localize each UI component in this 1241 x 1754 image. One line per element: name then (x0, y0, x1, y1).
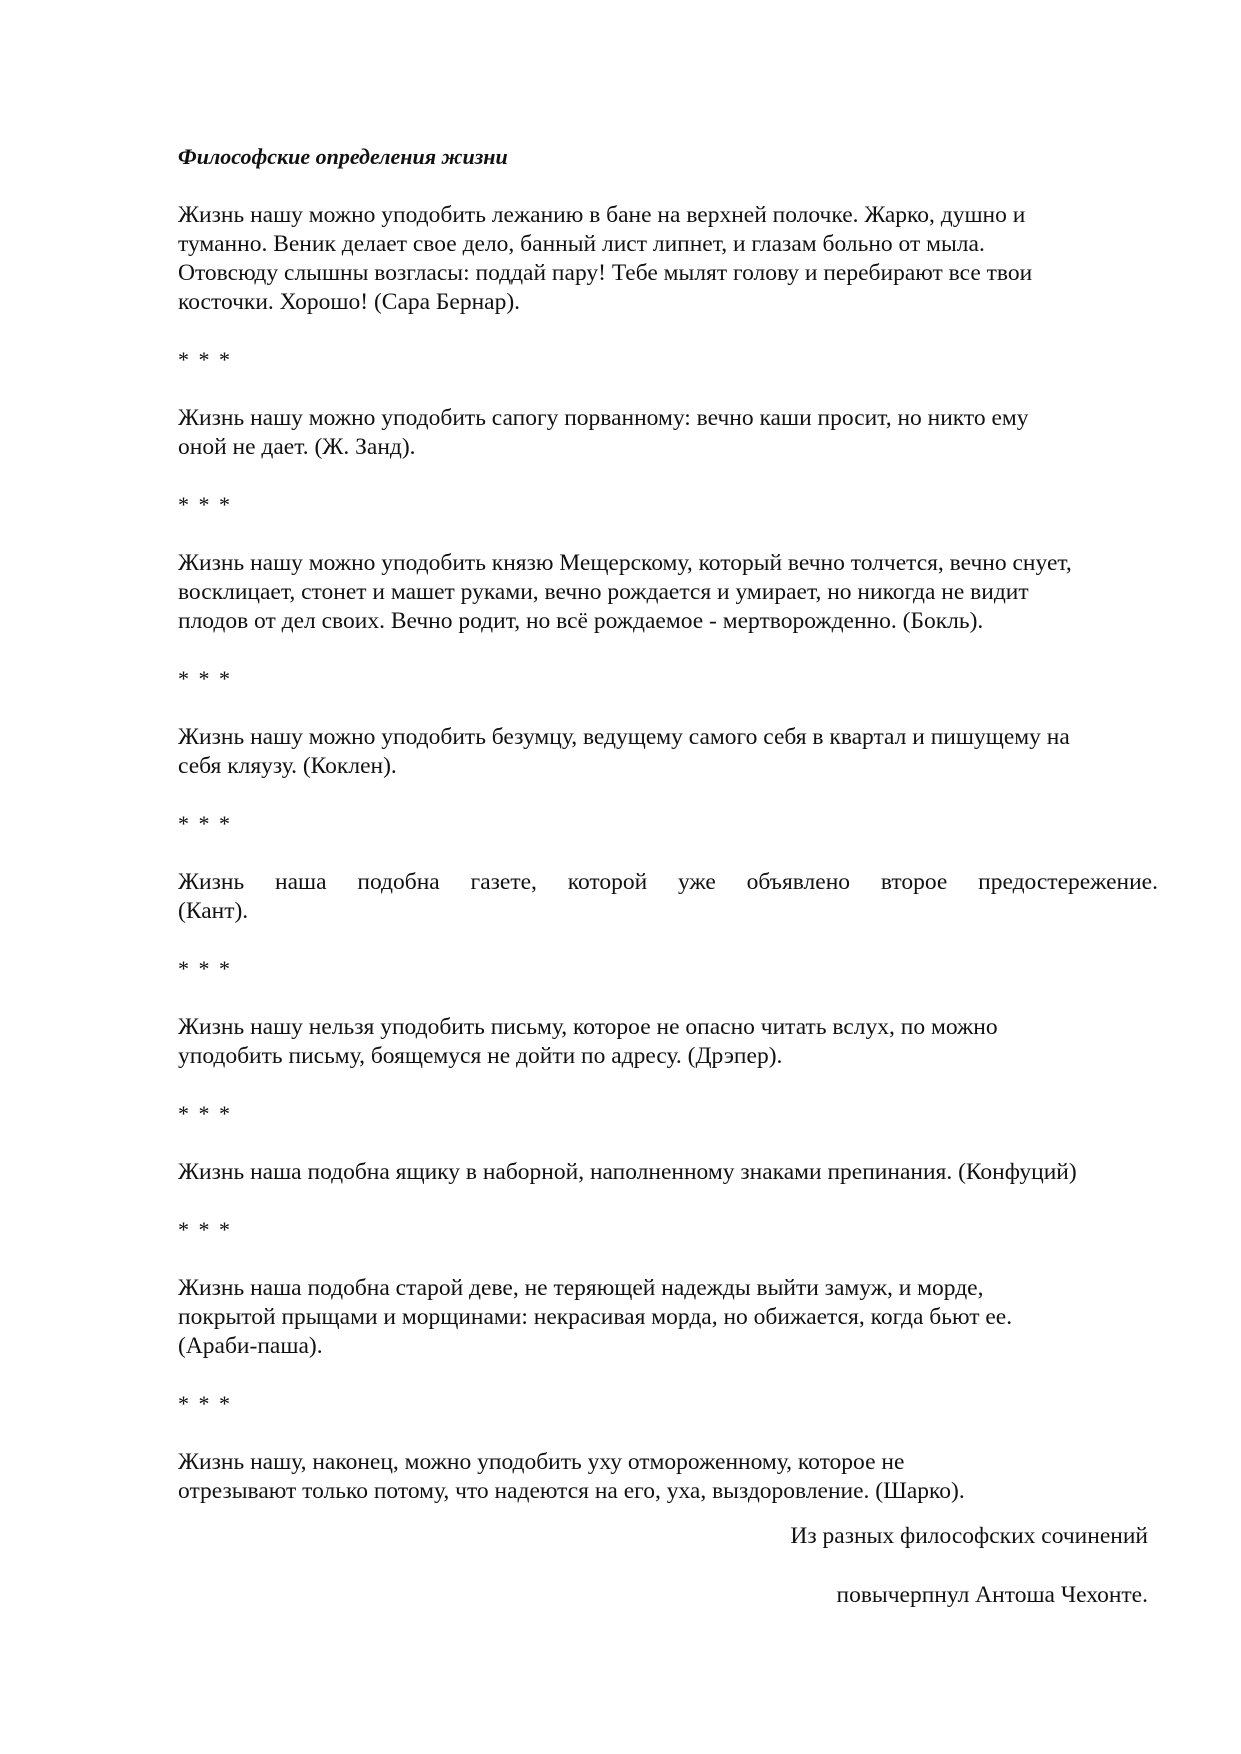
paragraph-line: себя кляузу. (Коклен). (178, 753, 397, 779)
paragraph-line: уподобить письму, боящемуся не дойти по адресу. (Дрэпер). (178, 1043, 783, 1069)
paragraph (178, 1158, 1158, 1187)
paragraph (178, 1274, 1158, 1361)
paragraph-line: Жизнь нашу нельзя уподобить письму, которое не опасно читать вслух, по можно (178, 1014, 998, 1040)
paragraph-line: туманно. Веник делает свое дело, банный лист липнет, и глазам больно от мыла. (178, 231, 985, 257)
section-separator: * * * (178, 347, 232, 372)
paragraph-line: Жизнь наша подобна ящику в наборной, наполненному знаками препинания. (Конфуций) (178, 1159, 1077, 1185)
signature-line-1: Из разных философских сочинений (790, 1523, 1148, 1549)
document-title: Философские определения жизни (178, 144, 508, 169)
paragraph-line: Жизнь нашу можно уподобить сапогу порванному: вечно каши просит, но никто ему (178, 405, 1029, 431)
paragraph (178, 1448, 1158, 1506)
paragraph-line: отрезывают только потому, что надеются на его, уха, выздоровление. (Шарко). (178, 1478, 965, 1504)
document-page (178, 130, 1158, 1610)
paragraph-line: косточки. Хорошо! (Сара Бернар). (178, 289, 521, 315)
paragraph-line: Жизнь нашу можно уподобить безумцу, ведущему самого себя в квартал и пишущему на (178, 724, 1070, 750)
paragraph (178, 868, 1158, 926)
paragraph-line: (Араби-паша). (178, 1333, 323, 1359)
paragraph-line: Жизнь наша подобна старой деве, не теряющей надежды выйти замуж, и морде, (178, 1275, 984, 1301)
section-separator: * * * (178, 811, 232, 836)
section-separator: * * * (178, 666, 232, 691)
document-body (178, 201, 1158, 1506)
paragraph-line: плодов от дел своих. Вечно родит, но всё рождаемое - мертворожденно. (Бокль). (178, 608, 984, 634)
paragraph-line: покрытой прыщами и морщинами: некрасивая морда, но обижается, когда бьют ее. (178, 1304, 1013, 1330)
section-separator: * * * (178, 492, 232, 517)
paragraph-line: Жизнь нашу можно уподобить князю Мещерскому, который вечно толчется, вечно снует, (178, 550, 1072, 576)
paragraph-line: оной не дает. (Ж. Занд). (178, 434, 416, 460)
section-separator: * * * (178, 1101, 232, 1126)
paragraph (178, 723, 1158, 781)
signature-line-2: повычерпнул Антоша Чехонте. (836, 1582, 1148, 1608)
paragraph-line: Отовсюду слышны возгласы: поддай пару! Тебе мылят голову и перебирают все твои (178, 260, 1033, 286)
section-separator: * * * (178, 1391, 232, 1416)
paragraph-line: Жизнь наша подобна газете, которой уже объявлено второе предостережение. (178, 869, 1158, 895)
paragraph (178, 404, 1158, 462)
paragraph (178, 549, 1158, 636)
paragraph (178, 1013, 1158, 1071)
paragraph-line: (Кант). (178, 898, 249, 924)
paragraph-line: восклицает, стонет и машет руками, вечно рождается и умирает, но никогда не видит (178, 579, 1029, 605)
section-separator: * * * (178, 956, 232, 981)
paragraph-line: Жизнь нашу, наконец, можно уподобить уху отмороженному, которое не (178, 1449, 905, 1475)
paragraph-line: Жизнь нашу можно уподобить лежанию в бане на верхней полочке. Жарко, душно и (178, 202, 1026, 228)
section-separator: * * * (178, 1217, 232, 1242)
paragraph (178, 201, 1158, 317)
